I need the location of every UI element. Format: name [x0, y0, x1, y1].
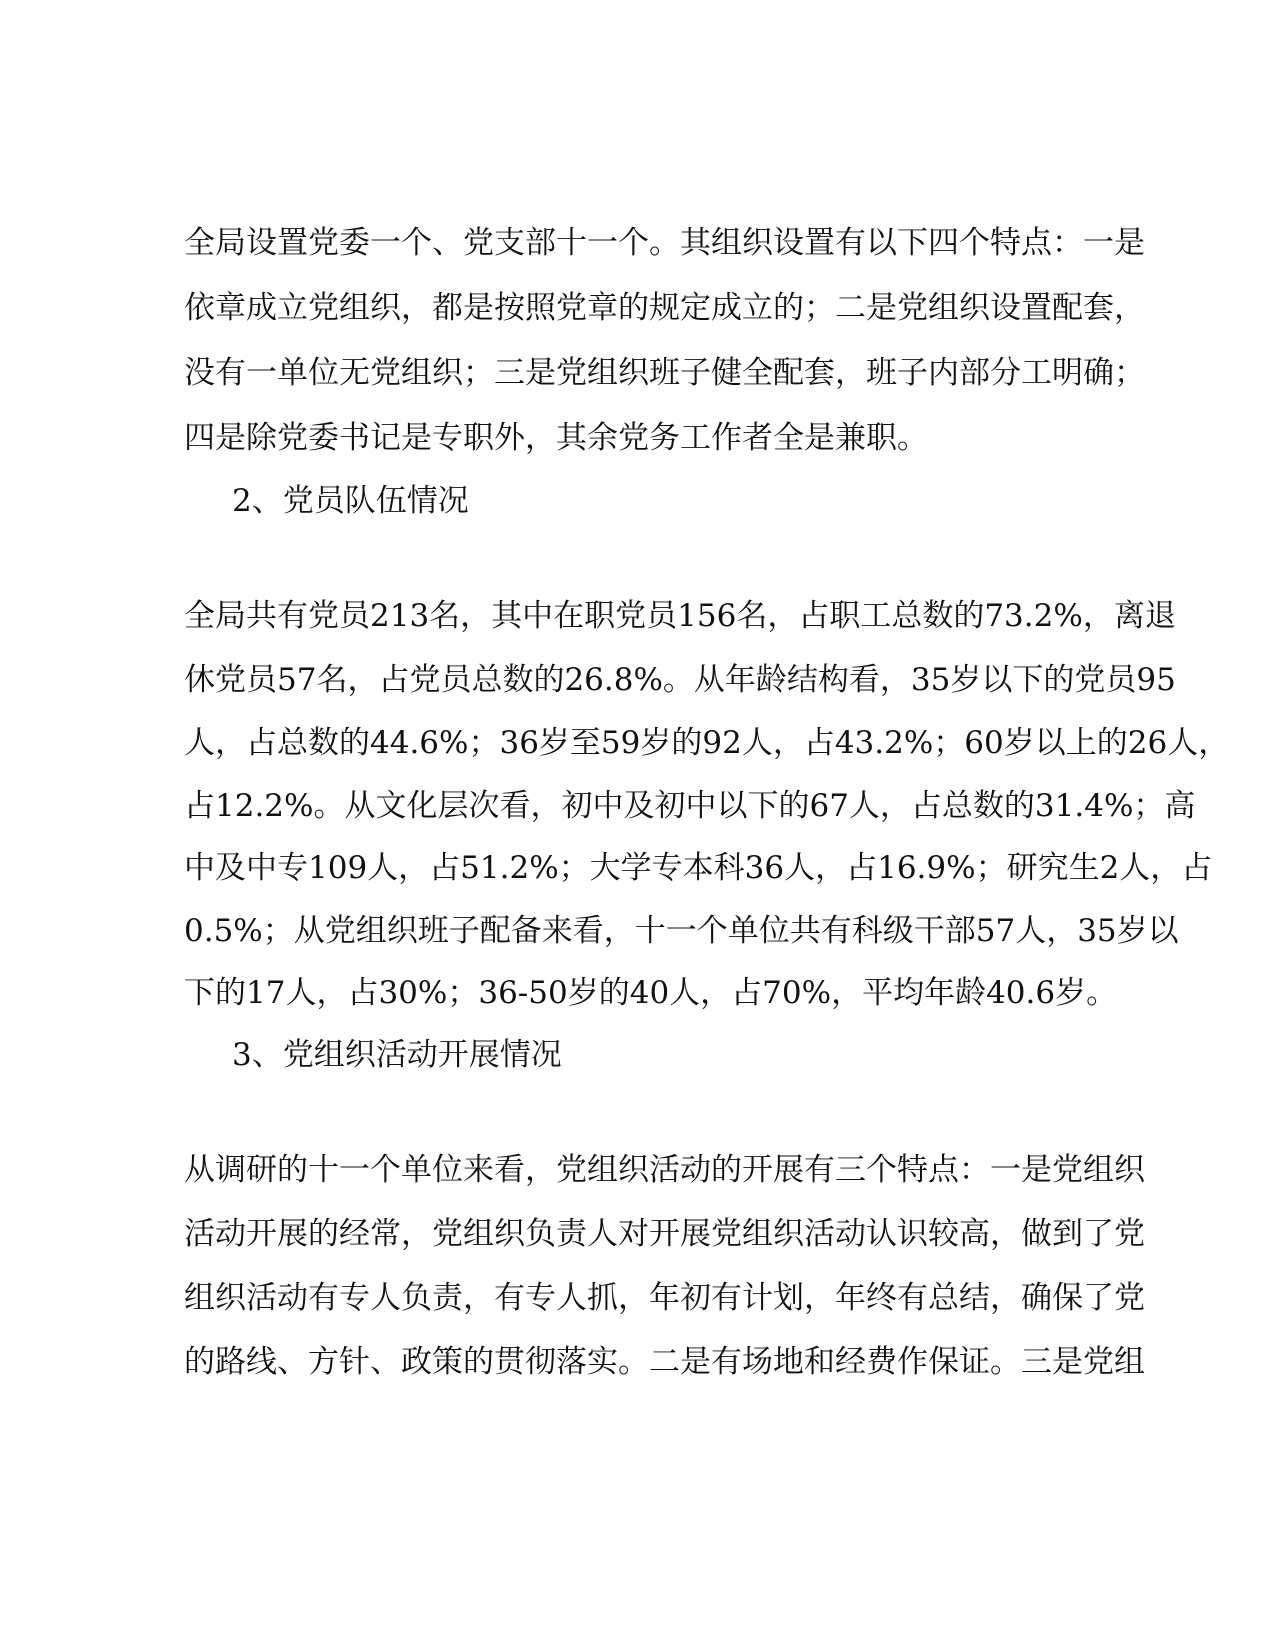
paragraph-line: 人，占总数的44.6%；36岁至59岁的92人，占43.2%；60岁以上的26人，	[184, 725, 1230, 761]
paragraph-line: 中及中专109人，占51.2%；大学专本科36人，占16.9%；研究生2人，占	[184, 850, 1213, 886]
paragraph-line: 四是除党委书记是专职外，其余党务工作者全是兼职。	[184, 420, 928, 456]
paragraph-line: 依章成立党组织，都是按照党章的规定成立的；二是党组织设置配套，	[184, 290, 1145, 326]
paragraph-line: 活动开展的经常，党组织负责人对开展党组织活动认识较高，做到了党	[184, 1216, 1145, 1252]
paragraph-line: 全局设置党委一个、党支部十一个。其组织设置有以下四个特点：一是	[184, 225, 1145, 261]
paragraph-line: 全局共有党员213名，其中在职党员156名，占职工总数的73.2%，离退	[184, 598, 1176, 634]
paragraph-line: 没有一单位无党组织；三是党组织班子健全配套，班子内部分工明确；	[184, 355, 1145, 391]
paragraph-line: 占12.2%。从文化层次看，初中及初中以下的67人，占总数的31.4%；高	[184, 788, 1196, 824]
paragraph-line: 休党员57名，占党员总数的26.8%。从年龄结构看，35岁以下的党员95	[184, 662, 1176, 698]
section-heading: 2、党员队伍情况	[232, 483, 469, 519]
paragraph-line: 0.5%；从党组织班子配备来看，十一个单位共有科级干部57人，35岁以	[184, 913, 1179, 949]
paragraph-line: 从调研的十一个单位来看，党组织活动的开展有三个特点：一是党组织	[184, 1152, 1145, 1188]
paragraph-line: 下的17人，占30%；36-50岁的40人，占70%，平均年龄40.6岁。	[184, 975, 1118, 1011]
section-heading: 3、党组织活动开展情况	[232, 1037, 562, 1073]
paragraph-line: 的路线、方针、政策的贯彻落实。二是有场地和经费作保证。三是党组	[184, 1344, 1145, 1380]
paragraph-line: 组织活动有专人负责，有专人抓，年初有计划，年终有总结，确保了党	[184, 1280, 1145, 1316]
